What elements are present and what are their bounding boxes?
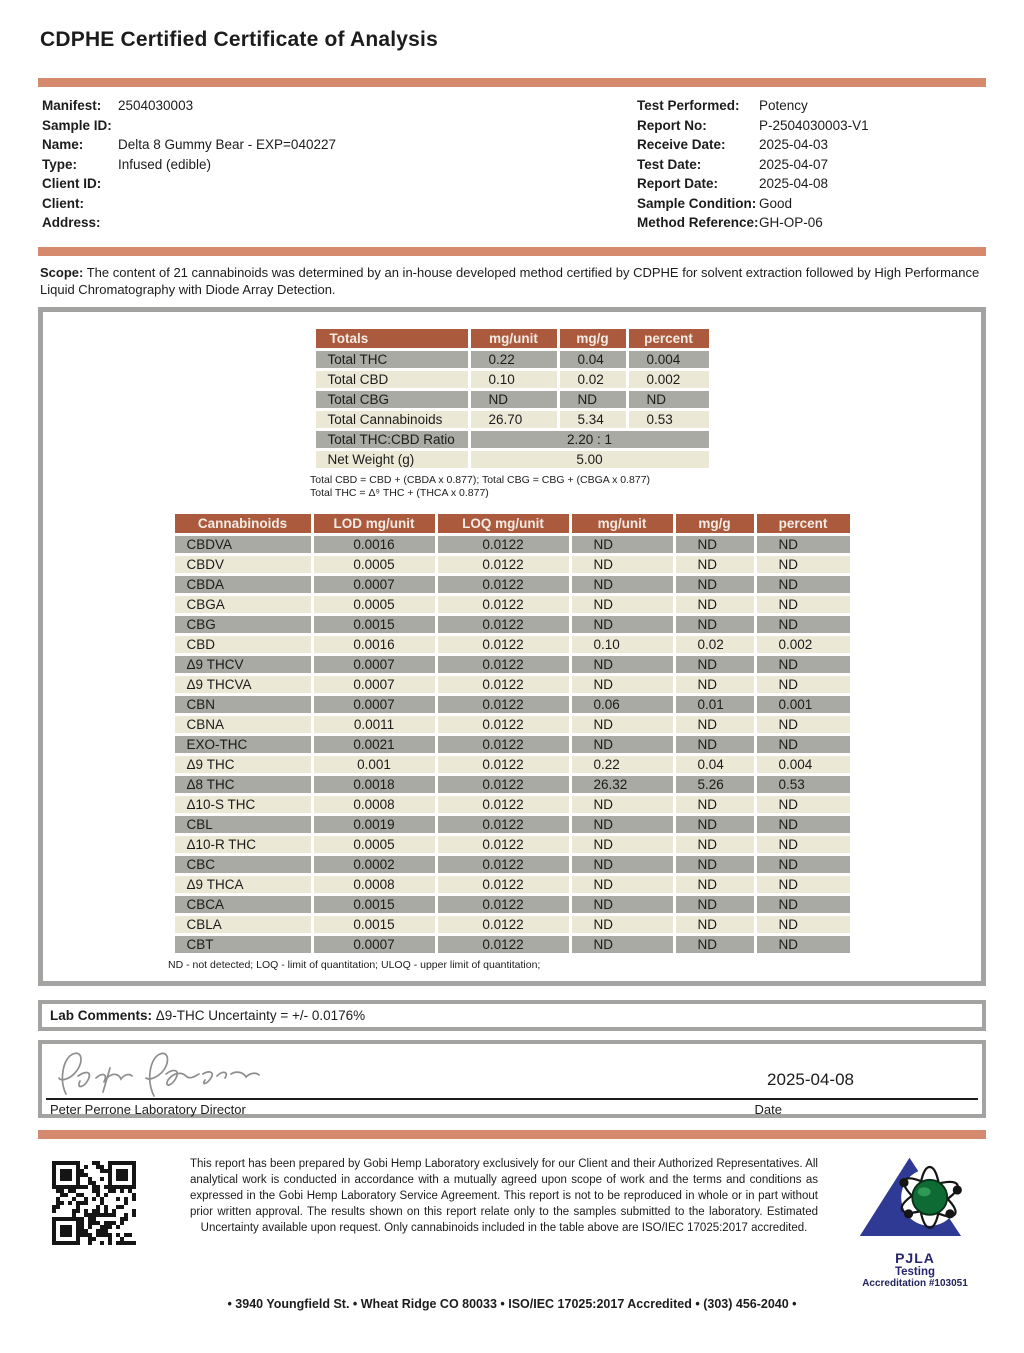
cannabinoid-mgunit: ND [572, 736, 673, 753]
info-row [637, 116, 982, 136]
info-value: 2025-04-07 [759, 156, 829, 172]
results-box [38, 307, 986, 987]
cannabinoid-row [175, 736, 850, 753]
info-label: Name: [42, 137, 84, 152]
cannabinoid-loq: 0.0122 [438, 536, 569, 553]
totals-row-mgunit: 26.70 [471, 411, 557, 428]
totals-row-mgg: ND [560, 391, 626, 408]
totals-row [316, 411, 709, 428]
cannabinoid-name: Δ9 THC [175, 756, 311, 773]
cannabinoid-mgunit: 0.22 [572, 756, 673, 773]
sample-info-left [42, 96, 336, 233]
scope-label: Scope: [40, 264, 84, 280]
cannabinoid-mgunit: ND [572, 836, 673, 853]
info-value: Delta 8 Gummy Bear - EXP=040227 [118, 137, 336, 152]
cannabinoid-name: CBDV [175, 556, 311, 573]
ratio-value: 2.20 : 1 [471, 431, 709, 448]
cannabinoid-loq: 0.0122 [438, 796, 569, 813]
cannabinoid-loq: 0.0122 [438, 696, 569, 713]
cannabinoid-mgg: ND [676, 896, 754, 913]
cannabinoid-percent: ND [757, 896, 850, 913]
cannabinoid-lod: 0.0005 [314, 836, 435, 853]
cann-header-mgunit: mg/unit [572, 514, 673, 533]
cannabinoid-mgunit: ND [572, 936, 673, 953]
cannabinoid-row [175, 816, 850, 833]
cannabinoid-lod: 0.0005 [314, 596, 435, 613]
cannabinoid-percent: ND [757, 736, 850, 753]
cannabinoid-row [175, 696, 850, 713]
cannabinoid-mgg: ND [676, 616, 754, 633]
cannabinoid-row [175, 576, 850, 593]
cannabinoid-mgg: ND [676, 796, 754, 813]
signature-line [46, 1098, 978, 1100]
cannabinoid-loq: 0.0122 [438, 936, 569, 953]
signature-date-label: Date [754, 1102, 782, 1118]
totals-header-percent: percent [629, 329, 709, 348]
page-title: CDPHE Certified Certificate of Analysis [40, 28, 438, 51]
cannabinoid-loq: 0.0122 [438, 716, 569, 733]
info-label: Report No: [637, 117, 707, 133]
info-value: GH-OP-06 [759, 215, 823, 230]
cannabinoid-lod: 0.0015 [314, 616, 435, 633]
cannabinoid-mgunit: ND [572, 816, 673, 833]
certificate-page [0, 28, 1024, 1311]
cannabinoid-name: CBC [175, 856, 311, 873]
totals-row-mgg: 5.34 [560, 411, 626, 428]
cannabinoid-name: CBDVA [175, 536, 311, 553]
cannabinoid-name: EXO-THC [175, 736, 311, 753]
cannabinoid-row [175, 776, 850, 793]
cannabinoid-percent: ND [757, 656, 850, 673]
accent-bar-top [38, 78, 986, 87]
cannabinoid-percent: ND [757, 716, 850, 733]
info-label: Report Date: [637, 176, 719, 191]
cannabinoid-mgunit: ND [572, 716, 673, 733]
scope-text: The content of 21 cannabinoids was determined by an in-house developed method certified by CDPHE for solvent extraction followed by High Performance Liquid Chromatography with Diode Array Detection. [40, 264, 980, 298]
cannabinoid-lod: 0.0016 [314, 536, 435, 553]
totals-row-mgg: 0.02 [560, 371, 626, 388]
cannabinoid-mgunit: ND [572, 916, 673, 933]
totals-header-label: Totals [316, 329, 468, 348]
cannabinoid-name: Δ10-S THC [175, 796, 311, 813]
qr-code [46, 1155, 146, 1256]
cannabinoid-percent: ND [757, 796, 850, 813]
info-value: P-2504030003-V1 [759, 117, 869, 133]
cannabinoid-mgg: ND [676, 716, 754, 733]
info-value: 2025-04-03 [759, 137, 829, 152]
cannabinoid-name: CBCA [175, 896, 311, 913]
cannabinoid-lod: 0.0011 [314, 716, 435, 733]
footer-address-line: • 3940 Youngfield St. • Wheat Ridge CO 80033 • ISO/IEC 17025:2017 Accredited • (303) 456-2040 • [227, 1297, 797, 1312]
info-row [637, 155, 982, 175]
cannabinoid-mgg: 5.26 [676, 776, 754, 793]
info-row [42, 96, 336, 116]
info-row [637, 135, 982, 155]
cannabinoid-loq: 0.0122 [438, 916, 569, 933]
pjla-logo-icon [856, 1155, 974, 1247]
cannabinoid-mgg: ND [676, 836, 754, 853]
cannabinoid-loq: 0.0122 [438, 856, 569, 873]
cannabinoid-mgunit: ND [572, 616, 673, 633]
totals-row-mgg: 0.04 [560, 351, 626, 368]
footer-disclaimer: This report has been prepared by Gobi Hemp Laboratory exclusively for our Client and their Authorized Representatives. All analytical work is conducted in accordance with a mutually agreed upon scope of work and the terms and conditions as expressed in the Gobi Hemp Laboratory Service Agreement. This report is not to be reproduced in whole or in part without prior written approval. The results shown on this report relate only to the samples submitted to the laboratory. Estimated Uncertainty available upon request. Only cannabinoids included in the table above are ISO/IEC 17025:2017 accredited. [190, 1158, 818, 1234]
accent-bar-scope [38, 247, 986, 256]
cannabinoid-name: Δ9 THCVA [175, 676, 311, 693]
cannabinoid-lod: 0.0007 [314, 576, 435, 593]
info-label: Address: [42, 215, 101, 230]
cannabinoid-loq: 0.0122 [438, 676, 569, 693]
cannabinoid-row [175, 876, 850, 893]
cannabinoid-row [175, 856, 850, 873]
info-row [42, 155, 336, 175]
cannabinoid-loq: 0.0122 [438, 736, 569, 753]
lab-comments-box [38, 1000, 986, 1031]
cannabinoid-name: CBDA [175, 576, 311, 593]
info-row [637, 174, 982, 194]
cannabinoid-lod: 0.0007 [314, 656, 435, 673]
totals-row-mgunit: 0.10 [471, 371, 557, 388]
totals-footnotes [310, 474, 714, 502]
cannabinoid-mgg: ND [676, 856, 754, 873]
cannabinoid-mgunit: ND [572, 536, 673, 553]
info-value: Potency [759, 98, 808, 113]
accent-bar-footer [38, 1130, 986, 1139]
cann-header-mgg: mg/g [676, 514, 754, 533]
info-row [42, 194, 336, 214]
cannabinoid-mgg: ND [676, 936, 754, 953]
cannabinoid-name: Δ9 THCA [175, 876, 311, 893]
cannabinoid-lod: 0.001 [314, 756, 435, 773]
info-label: Receive Date: [637, 137, 726, 152]
totals-row [316, 391, 709, 408]
cannabinoid-mgunit: ND [572, 796, 673, 813]
info-row [42, 116, 336, 136]
cannabinoid-mgg: ND [676, 576, 754, 593]
cannabinoid-percent: ND [757, 616, 850, 633]
cannabinoid-loq: 0.0122 [438, 556, 569, 573]
cannabinoid-loq: 0.0122 [438, 596, 569, 613]
cannabinoid-name: Δ8 THC [175, 776, 311, 793]
signature-image [50, 1048, 300, 1100]
cannabinoid-name: CBT [175, 936, 311, 953]
cannabinoid-row [175, 636, 850, 653]
cannabinoid-lod: 0.0002 [314, 856, 435, 873]
cannabinoid-mgunit: ND [572, 656, 673, 673]
cannabinoid-percent: ND [757, 596, 850, 613]
cannabinoid-mgg: 0.02 [676, 636, 754, 653]
cannabinoid-lod: 0.0007 [314, 676, 435, 693]
info-value: 2504030003 [118, 98, 194, 113]
cannabinoid-mgunit: ND [572, 596, 673, 613]
cannabinoid-name: Δ9 THCV [175, 656, 311, 673]
scope-statement [40, 264, 984, 299]
totals-row [316, 371, 709, 388]
signature-date-value: 2025-04-08 [767, 1070, 854, 1090]
cannabinoid-name: CBL [175, 816, 311, 833]
info-row [637, 194, 982, 214]
cannabinoid-mgunit: 0.06 [572, 696, 673, 713]
cannabinoid-name: Δ10-R THC [175, 836, 311, 853]
cannabinoid-name: CBGA [175, 596, 311, 613]
info-label: Sample Condition: [637, 195, 757, 211]
info-value: Infused (edible) [118, 156, 212, 172]
cannabinoid-mgunit: 0.10 [572, 636, 673, 653]
info-label: Client: [42, 195, 84, 211]
cannabinoid-mgg: ND [676, 596, 754, 613]
cannabinoid-mgunit: 26.32 [572, 776, 673, 793]
totals-ratio-row [316, 431, 709, 448]
totals-row-percent: 0.004 [629, 351, 709, 368]
cannabinoid-lod: 0.0007 [314, 936, 435, 953]
lab-comments-label: Lab Comments: [50, 1008, 153, 1024]
pjla-testing: Testing [894, 1266, 936, 1279]
cannabinoid-lod: 0.0021 [314, 736, 435, 753]
qr-code-image [46, 1155, 142, 1251]
netweight-value: 5.00 [471, 451, 709, 468]
cannabinoid-mgg: ND [676, 676, 754, 693]
cannabinoid-mgg: ND [676, 536, 754, 553]
cannabinoid-mgg: ND [676, 876, 754, 893]
info-label: Type: [42, 156, 78, 172]
cannabinoid-name: CBG [175, 616, 311, 633]
cannabinoid-row [175, 796, 850, 813]
cannabinoid-mgg: ND [676, 556, 754, 573]
cannabinoid-percent: ND [757, 876, 850, 893]
cannabinoid-percent: ND [757, 576, 850, 593]
footer [38, 1155, 986, 1289]
cannabinoid-mgg: 0.04 [676, 756, 754, 773]
sample-info-right [637, 96, 982, 233]
info-label: Client ID: [42, 176, 102, 191]
totals-table [313, 326, 712, 471]
cannabinoid-lod: 0.0016 [314, 636, 435, 653]
cannabinoid-mgunit: ND [572, 876, 673, 893]
cannabinoid-percent: ND [757, 556, 850, 573]
cannabinoid-mgg: ND [676, 816, 754, 833]
cannabinoid-loq: 0.0122 [438, 816, 569, 833]
cannabinoid-percent: 0.53 [757, 776, 850, 793]
cannabinoids-footnote: ND - not detected; LOQ - limit of quantitation; ULOQ - upper limit of quantitation; [168, 959, 541, 972]
cannabinoid-row [175, 756, 850, 773]
cannabinoids-table [172, 511, 853, 956]
cannabinoid-lod: 0.0015 [314, 916, 435, 933]
cannabinoid-lod: 0.0018 [314, 776, 435, 793]
totals-row-percent: 0.53 [629, 411, 709, 428]
cannabinoid-mgunit: ND [572, 896, 673, 913]
totals-row-label: Total THC [316, 351, 468, 368]
cannabinoid-loq: 0.0122 [438, 576, 569, 593]
cannabinoid-percent: ND [757, 836, 850, 853]
totals-row-label: Total Cannabinoids [316, 411, 468, 428]
info-value: Good [759, 195, 793, 211]
totals-footnote-2: Total THC = Δ⁹ THC + (THCA x 0.877) [310, 487, 489, 500]
cannabinoid-name: CBD [175, 636, 311, 653]
cannabinoid-loq: 0.0122 [438, 616, 569, 633]
cann-header-percent: percent [757, 514, 850, 533]
cannabinoid-percent: 0.004 [757, 756, 850, 773]
cannabinoid-row [175, 616, 850, 633]
info-row [42, 135, 336, 155]
cannabinoid-loq: 0.0122 [438, 656, 569, 673]
cann-header-loq: LOQ mg/unit [438, 514, 569, 533]
info-label: Test Performed: [637, 98, 740, 113]
cannabinoid-loq: 0.0122 [438, 876, 569, 893]
cannabinoid-row [175, 716, 850, 733]
cannabinoid-mgg: ND [676, 656, 754, 673]
cannabinoid-row [175, 656, 850, 673]
totals-row-percent: 0.002 [629, 371, 709, 388]
cannabinoid-mgunit: ND [572, 556, 673, 573]
totals-row-percent: ND [629, 391, 709, 408]
totals-row [316, 351, 709, 368]
cannabinoid-mgg: ND [676, 916, 754, 933]
cannabinoid-percent: ND [757, 676, 850, 693]
pjla-accreditation-number: Accreditation #103051 [862, 1278, 968, 1290]
cannabinoid-lod: 0.0007 [314, 696, 435, 713]
cann-header-lod: LOD mg/unit [314, 514, 435, 533]
totals-footnote-1: Total CBD = CBD + (CBDA x 0.877); Total CBG = CBG + (CBGA x 0.877) [310, 473, 651, 486]
cannabinoid-row [175, 536, 850, 553]
info-label: Test Date: [637, 156, 702, 172]
cannabinoid-mgg: 0.01 [676, 696, 754, 713]
cannabinoid-percent: 0.002 [757, 636, 850, 653]
cann-header-name: Cannabinoids [175, 514, 311, 533]
cannabinoid-name: CBLA [175, 916, 311, 933]
cannabinoid-lod: 0.0015 [314, 896, 435, 913]
lab-comments-text: Δ9-THC Uncertainty = +/- 0.0176% [155, 1008, 366, 1024]
pjla-accreditation [846, 1155, 984, 1289]
info-row [637, 213, 982, 233]
cannabinoid-percent: ND [757, 916, 850, 933]
signature-box [38, 1040, 986, 1118]
sample-info-section [38, 87, 986, 243]
cannabinoid-lod: 0.0008 [314, 876, 435, 893]
totals-row-mgunit: ND [471, 391, 557, 408]
cannabinoid-percent: 0.001 [757, 696, 850, 713]
totals-header-row [316, 329, 709, 348]
cannabinoid-loq: 0.0122 [438, 896, 569, 913]
cannabinoid-mgunit: ND [572, 676, 673, 693]
cannabinoid-loq: 0.0122 [438, 836, 569, 853]
cannabinoid-mgunit: ND [572, 576, 673, 593]
totals-header-mgg: mg/g [560, 329, 626, 348]
info-label: Sample ID: [42, 117, 112, 133]
pjla-name: PJLA [895, 1250, 935, 1267]
info-row [637, 96, 982, 116]
cannabinoid-percent: ND [757, 856, 850, 873]
totals-header-mgunit: mg/unit [471, 329, 557, 348]
cannabinoid-name: CBN [175, 696, 311, 713]
cannabinoid-percent: ND [757, 936, 850, 953]
cannabinoid-lod: 0.0005 [314, 556, 435, 573]
cannabinoids-header-row [175, 514, 850, 533]
cannabinoid-row [175, 916, 850, 933]
cannabinoid-percent: ND [757, 816, 850, 833]
cannabinoid-lod: 0.0019 [314, 816, 435, 833]
cannabinoid-row [175, 556, 850, 573]
cannabinoid-lod: 0.0008 [314, 796, 435, 813]
ratio-label: Total THC:CBD Ratio [316, 431, 468, 448]
cannabinoid-row [175, 896, 850, 913]
info-label: Method Reference: [637, 215, 759, 230]
cannabinoid-loq: 0.0122 [438, 756, 569, 773]
cannabinoid-percent: ND [757, 536, 850, 553]
cannabinoid-row [175, 836, 850, 853]
info-value: 2025-04-08 [759, 176, 829, 191]
totals-row-label: Total CBG [316, 391, 468, 408]
totals-row-mgunit: 0.22 [471, 351, 557, 368]
cannabinoid-row [175, 936, 850, 953]
cannabinoid-mgunit: ND [572, 856, 673, 873]
info-row [42, 213, 336, 233]
info-row [42, 174, 336, 194]
cannabinoid-row [175, 676, 850, 693]
cannabinoid-loq: 0.0122 [438, 636, 569, 653]
cannabinoid-mgg: ND [676, 736, 754, 753]
info-label: Manifest: [42, 98, 102, 113]
cannabinoid-row [175, 596, 850, 613]
totals-row-label: Total CBD [316, 371, 468, 388]
netweight-label: Net Weight (g) [316, 451, 468, 468]
cannabinoid-name: CBNA [175, 716, 311, 733]
signature-name-title: Peter Perrone Laboratory Director [50, 1102, 246, 1118]
cannabinoid-loq: 0.0122 [438, 776, 569, 793]
totals-netweight-row [316, 451, 709, 468]
